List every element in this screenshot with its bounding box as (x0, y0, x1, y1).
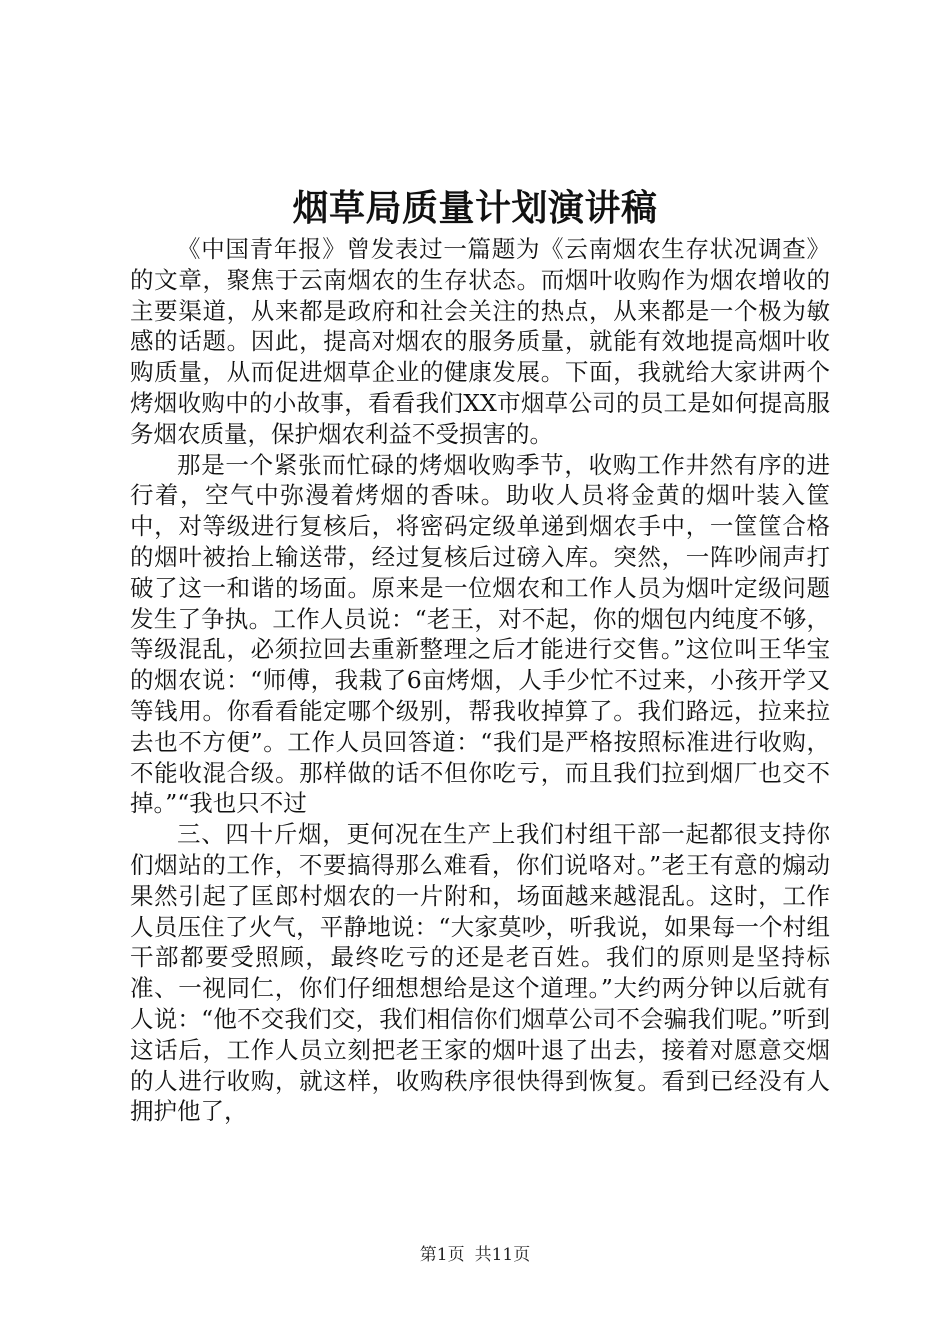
paragraph-1: 《中国青年报》曾发表过一篇题为《云南烟农生存状况调查》的文章，聚焦于云南烟农的生存状态。而烟叶收购作为烟农增收的主要渠道，从来都是政府和社会关注的热点，从来都是一个极为敏感的话题。因此，提高对烟农的服务质量，就能有效地提高烟叶收购质量，从而促进烟草企业的健康发展。下面，我就给大家讲两个烤烟收购中的小故事，看看我们XX市烟草公司的员工是如何提高服务烟农质量，保护烟农利益不受损害的。 (130, 235, 830, 448)
page-number: 第1页 (419, 1245, 465, 1265)
page-total: 共11页 (474, 1245, 531, 1265)
paragraph-2: 那是一个紧张而忙碌的烤烟收购季节，收购工作井然有序的进行着，空气中弥漫着烤烟的香味。助收人员将金黄的烟叶装入筐中，对等级进行复核后，将密码定级单递到烟农手中，一筐筐合格的烟叶被抬上输送带，经过复核后过磅入库。突然，一阵吵闹声打破了这一和谐的场面。原来是一位烟农和工作人员为烟叶定级问题发生了争执。工作人员说：“老王，对不起，你的烟包内纯度不够，等级混乱，必须拉回去重新整理之后才能进行交售。”这位叫王华宝的烟农说：“师傅，我栽了6亩烤烟，人手少忙不过来，小孩开学又等钱用。你看看能定哪个级别，帮我收掉算了。我们路远，拉来拉去也不方便”。工作人员回答道：“我们是严格按照标准进行收购，不能收混合级。那样做的话不但你吃亏，而且我们拉到烟厂也交不掉。”“我也只不过 (130, 450, 830, 818)
page-footer (0, 1243, 950, 1267)
document-title: 烟草局质量计划演讲稿 (292, 187, 658, 229)
paragraph-3: 三、四十斤烟，更何况在生产上我们村组干部一起都很支持你们烟站的工作，不要搞得那么难看，你们说咯对。”老王有意的煽动果然引起了匡郎村烟农的一片附和，场面越来越混乱。这时，工作人员压住了火气，平静地说：“大家莫吵，听我说，如果每一个村组干部都要受照顾，最终吃亏的还是老百姓。我们的原则是坚持标准、一视同仁，你们仔细想想给是这个道理。”大约两分钟以后就有人说：“他不交我们交，我们相信你们烟草公司不会骗我们呢。”听到这话后，工作人员立刻把老王家的烟叶退了出去，接着对愿意交烟的人进行收购，就这样，收购秩序很快得到恢复。看到已经没有人拥护他了， (130, 820, 830, 1126)
document-body (130, 234, 830, 1127)
